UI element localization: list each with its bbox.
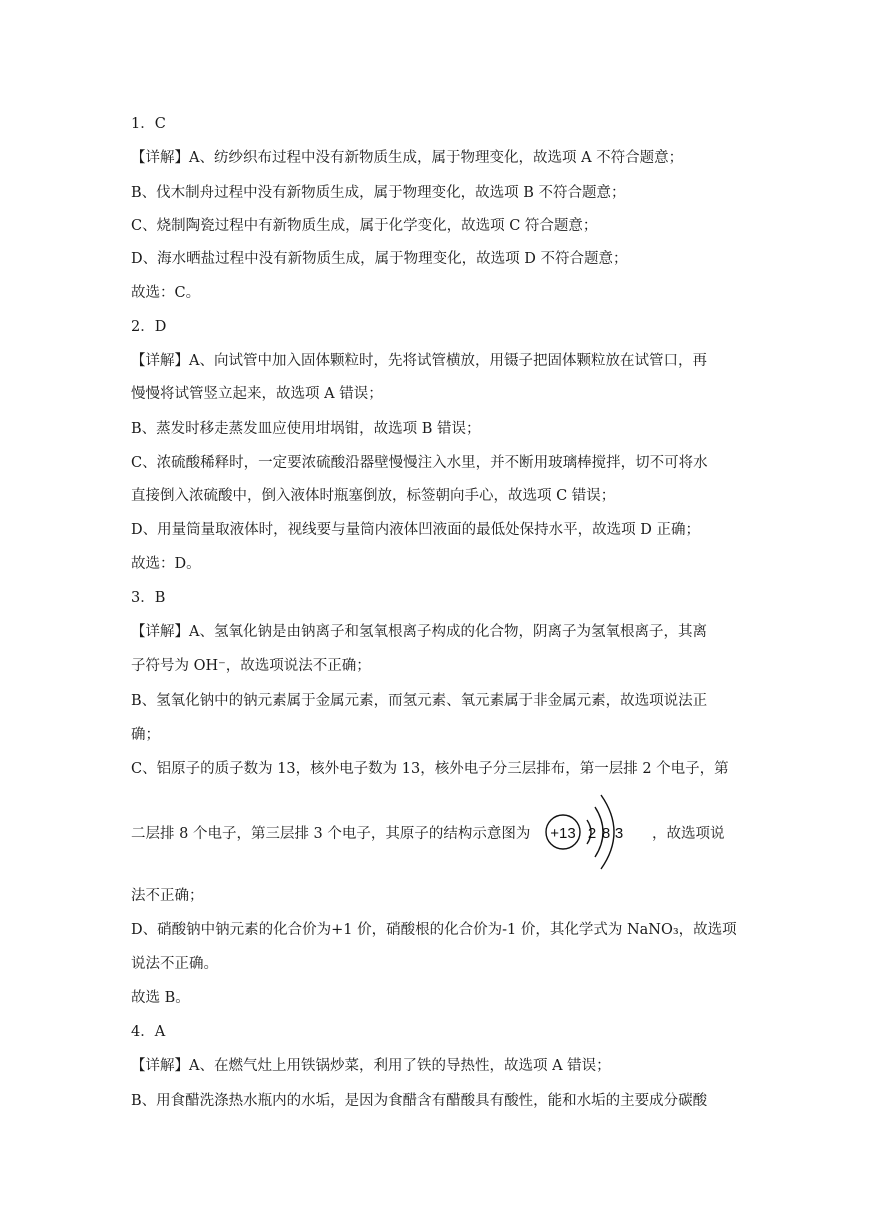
- answer-3-explanation-c-line3: 法不正确；: [131, 888, 204, 904]
- answer-2-number: 2．D: [131, 319, 167, 335]
- answer-3-explanation-d-line1: D、硝酸钠中钠元素的化合价为+1 价，硝酸根的化合价为-1 价，其化学式为 NaNO₃，故选项: [131, 922, 737, 938]
- answer-4-number: 4．A: [131, 1024, 166, 1040]
- answer-3-conclusion: 故选 B。: [131, 990, 190, 1006]
- answer-3-explanation-d-line2: 说法不正确。: [131, 956, 218, 972]
- answer-1-explanation-a: 【详解】A、纺纱织布过程中没有新物质生成，属于物理变化，故选项 A 不符合题意；: [131, 150, 684, 166]
- shell-3-electron-count: 3: [614, 825, 624, 842]
- answer-3-explanation-c-line1: C、铝原子的质子数为 13，核外电子数为 13，核外电子分三层排布，第一层排 2 个电子，第: [131, 761, 729, 777]
- shell-1-electron-count: 2: [587, 825, 597, 842]
- answer-3-explanation-c-line2-start: 二层排 8 个电子，第三层排 3 个电子，其原子的结构示意图为: [131, 826, 531, 842]
- answer-2-explanation-c-line1: C、浓硫酸稀释时，一定要浓硫酸沿器壁慢慢注入水里，并不断用玻璃棒搅拌，切不可将水: [131, 455, 708, 471]
- answer-3-explanation-a-line1: 【详解】A、氢氧化钠是由钠离子和氢氧根离子构成的化合物，阴离子为氢氧根离子，其离: [131, 624, 707, 640]
- answer-2-explanation-a-line2: 慢慢将试管竖立起来，故选项 A 错误；: [131, 386, 383, 402]
- answer-2-conclusion: 故选：D。: [131, 556, 201, 572]
- answer-4-explanation-a: 【详解】A、在燃气灶上用铁锅炒菜，利用了铁的导热性，故选项 A 错误；: [131, 1058, 611, 1074]
- answer-2-explanation-d: D、用量筒量取液体时，视线要与量筒内液体凹液面的最低处保持水平，故选项 D 正确；: [131, 522, 700, 538]
- nucleus-charge-label: +13: [550, 825, 576, 842]
- answer-3-explanation-b-line1: B、氢氧化钠中的钠元素属于金属元素，而氢元素、氧元素属于非金属元素，故选项说法正: [131, 693, 708, 709]
- answer-1-conclusion: 故选：C。: [131, 285, 201, 301]
- answer-1-explanation-b: B、伐木制舟过程中没有新物质生成，属于物理变化，故选项 B 不符合题意；: [131, 185, 626, 201]
- answer-3-explanation-b-line2: 确；: [131, 727, 160, 743]
- answer-2-explanation-b: B、蒸发时移走蒸发皿应使用坩埚钳，故选项 B 错误；: [131, 421, 481, 437]
- shell-2-electron-count: 8: [601, 825, 611, 842]
- answer-1-number: 1．C: [131, 116, 166, 132]
- answer-3-number: 3．B: [131, 590, 166, 606]
- answer-1-explanation-c: C、烧制陶瓷过程中有新物质生成，属于化学变化，故选项 C 符合题意；: [131, 218, 598, 234]
- answer-1-explanation-d: D、海水晒盐过程中没有新物质生成，属于物理变化，故选项 D 不符合题意；: [131, 251, 628, 267]
- answer-4-explanation-b-line1: B、用食醋洗涤热水瓶内的水垢，是因为食醋含有醋酸具有酸性，能和水垢的主要成分碳酸: [131, 1093, 708, 1109]
- answer-3-explanation-c-line2-end: ，故选项说: [652, 826, 725, 842]
- answer-3-explanation-a-line2: 子符号为 OH⁻，故选项说法不正确；: [131, 658, 371, 674]
- answer-2-explanation-c-line2: 直接倒入浓硫酸中，倒入液体时瓶塞倒放，标签朝向手心，故选项 C 错误；: [131, 488, 616, 504]
- answer-2-explanation-a-line1: 【详解】A、向试管中加入固体颗粒时，先将试管横放，用镊子把固体颗粒放在试管口，再: [131, 353, 707, 369]
- aluminum-atom-structure-diagram: [541, 790, 627, 876]
